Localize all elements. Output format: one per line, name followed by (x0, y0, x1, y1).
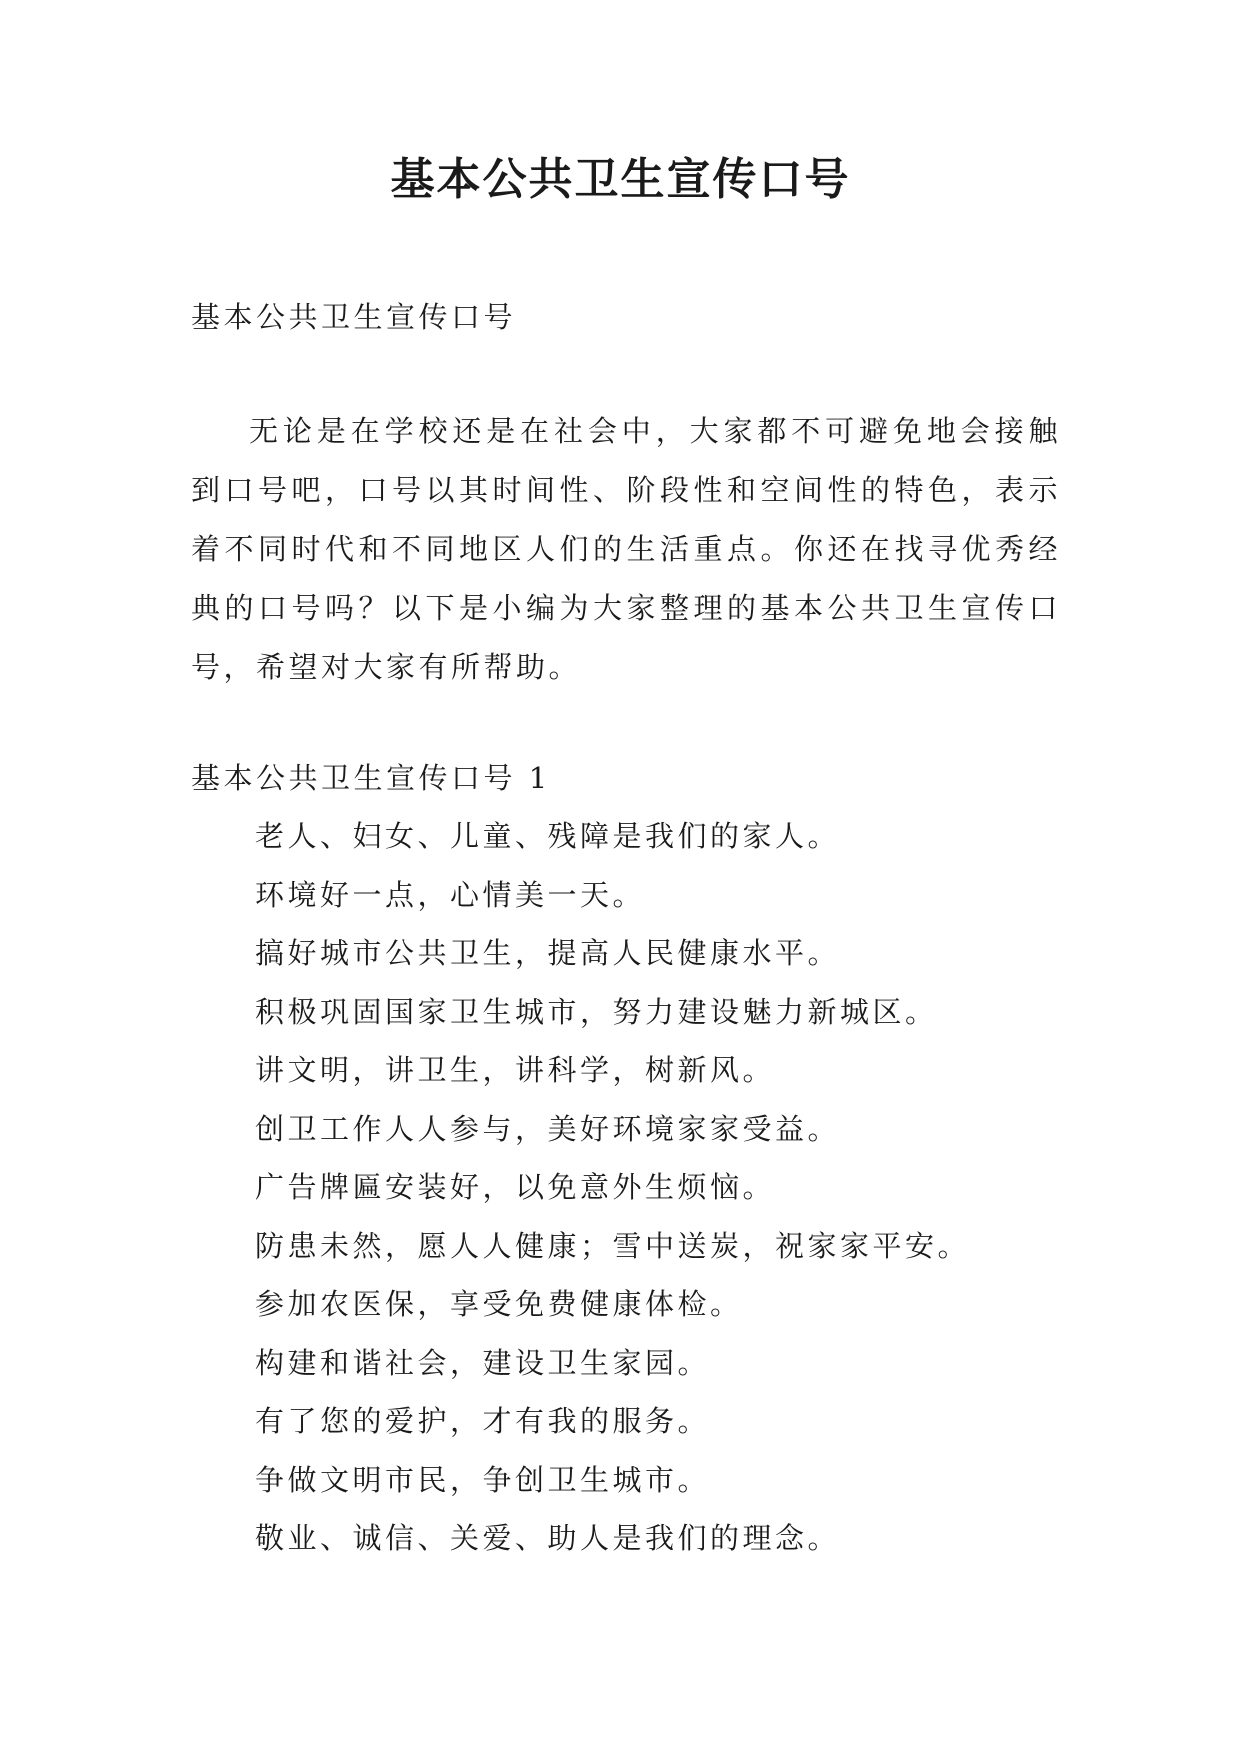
slogan-list (191, 807, 1061, 1568)
slogan-item: 搞好城市公共卫生，提高人民健康水平。 (255, 936, 841, 970)
intro-paragraph: 无论是在学校还是在社会中，大家都不可避免地会接触到口号吧，口号以其时间性、阶段性和空间性的特色，表示着不同时代和不同地区人们的生活重点。你还在找寻优秀经典的口号吗？以下是小编为大家整理的基本公共卫生宣传口号，希望对大家有所帮助。 (191, 414, 1061, 684)
slogan-item: 构建和谐社会，建设卫生家园。 (255, 1345, 711, 1380)
slogan-item: 有了您的爱护，才有我的服务。 (255, 1404, 711, 1438)
slogan-item: 积极巩固国家卫生城市，努力建设魅力新城区。 (255, 994, 938, 1029)
section-heading: 基本公共卫生宣传口号 1 (191, 761, 551, 795)
slogan-item: 参加农医保，享受免费健康体检。 (255, 1287, 743, 1321)
slogan-item: 讲文明，讲卫生，讲科学，树新风。 (255, 1053, 776, 1087)
slogan-item: 防患未然，愿人人健康；雪中送炭，祝家家平安。 (255, 1228, 971, 1263)
slogan-item: 老人、妇女、儿童、残障是我们的家人。 (255, 819, 841, 853)
slogan-item: 敬业、诚信、关爱、助人是我们的理念。 (255, 1521, 841, 1555)
slogan-item: 环境好一点，心情美一天。 (255, 877, 646, 912)
slogan-item: 争做文明市民，争创卫生城市。 (255, 1462, 711, 1497)
slogan-item: 广告牌匾安装好，以免意外生烦恼。 (255, 1170, 776, 1204)
document-title: 基本公共卫生宣传口号 (390, 154, 851, 205)
document-body (191, 288, 1061, 1568)
document-subtitle: 基本公共卫生宣传口号 (191, 300, 517, 334)
slogan-item: 创卫工作人人参与，美好环境家家受益。 (255, 1111, 841, 1146)
